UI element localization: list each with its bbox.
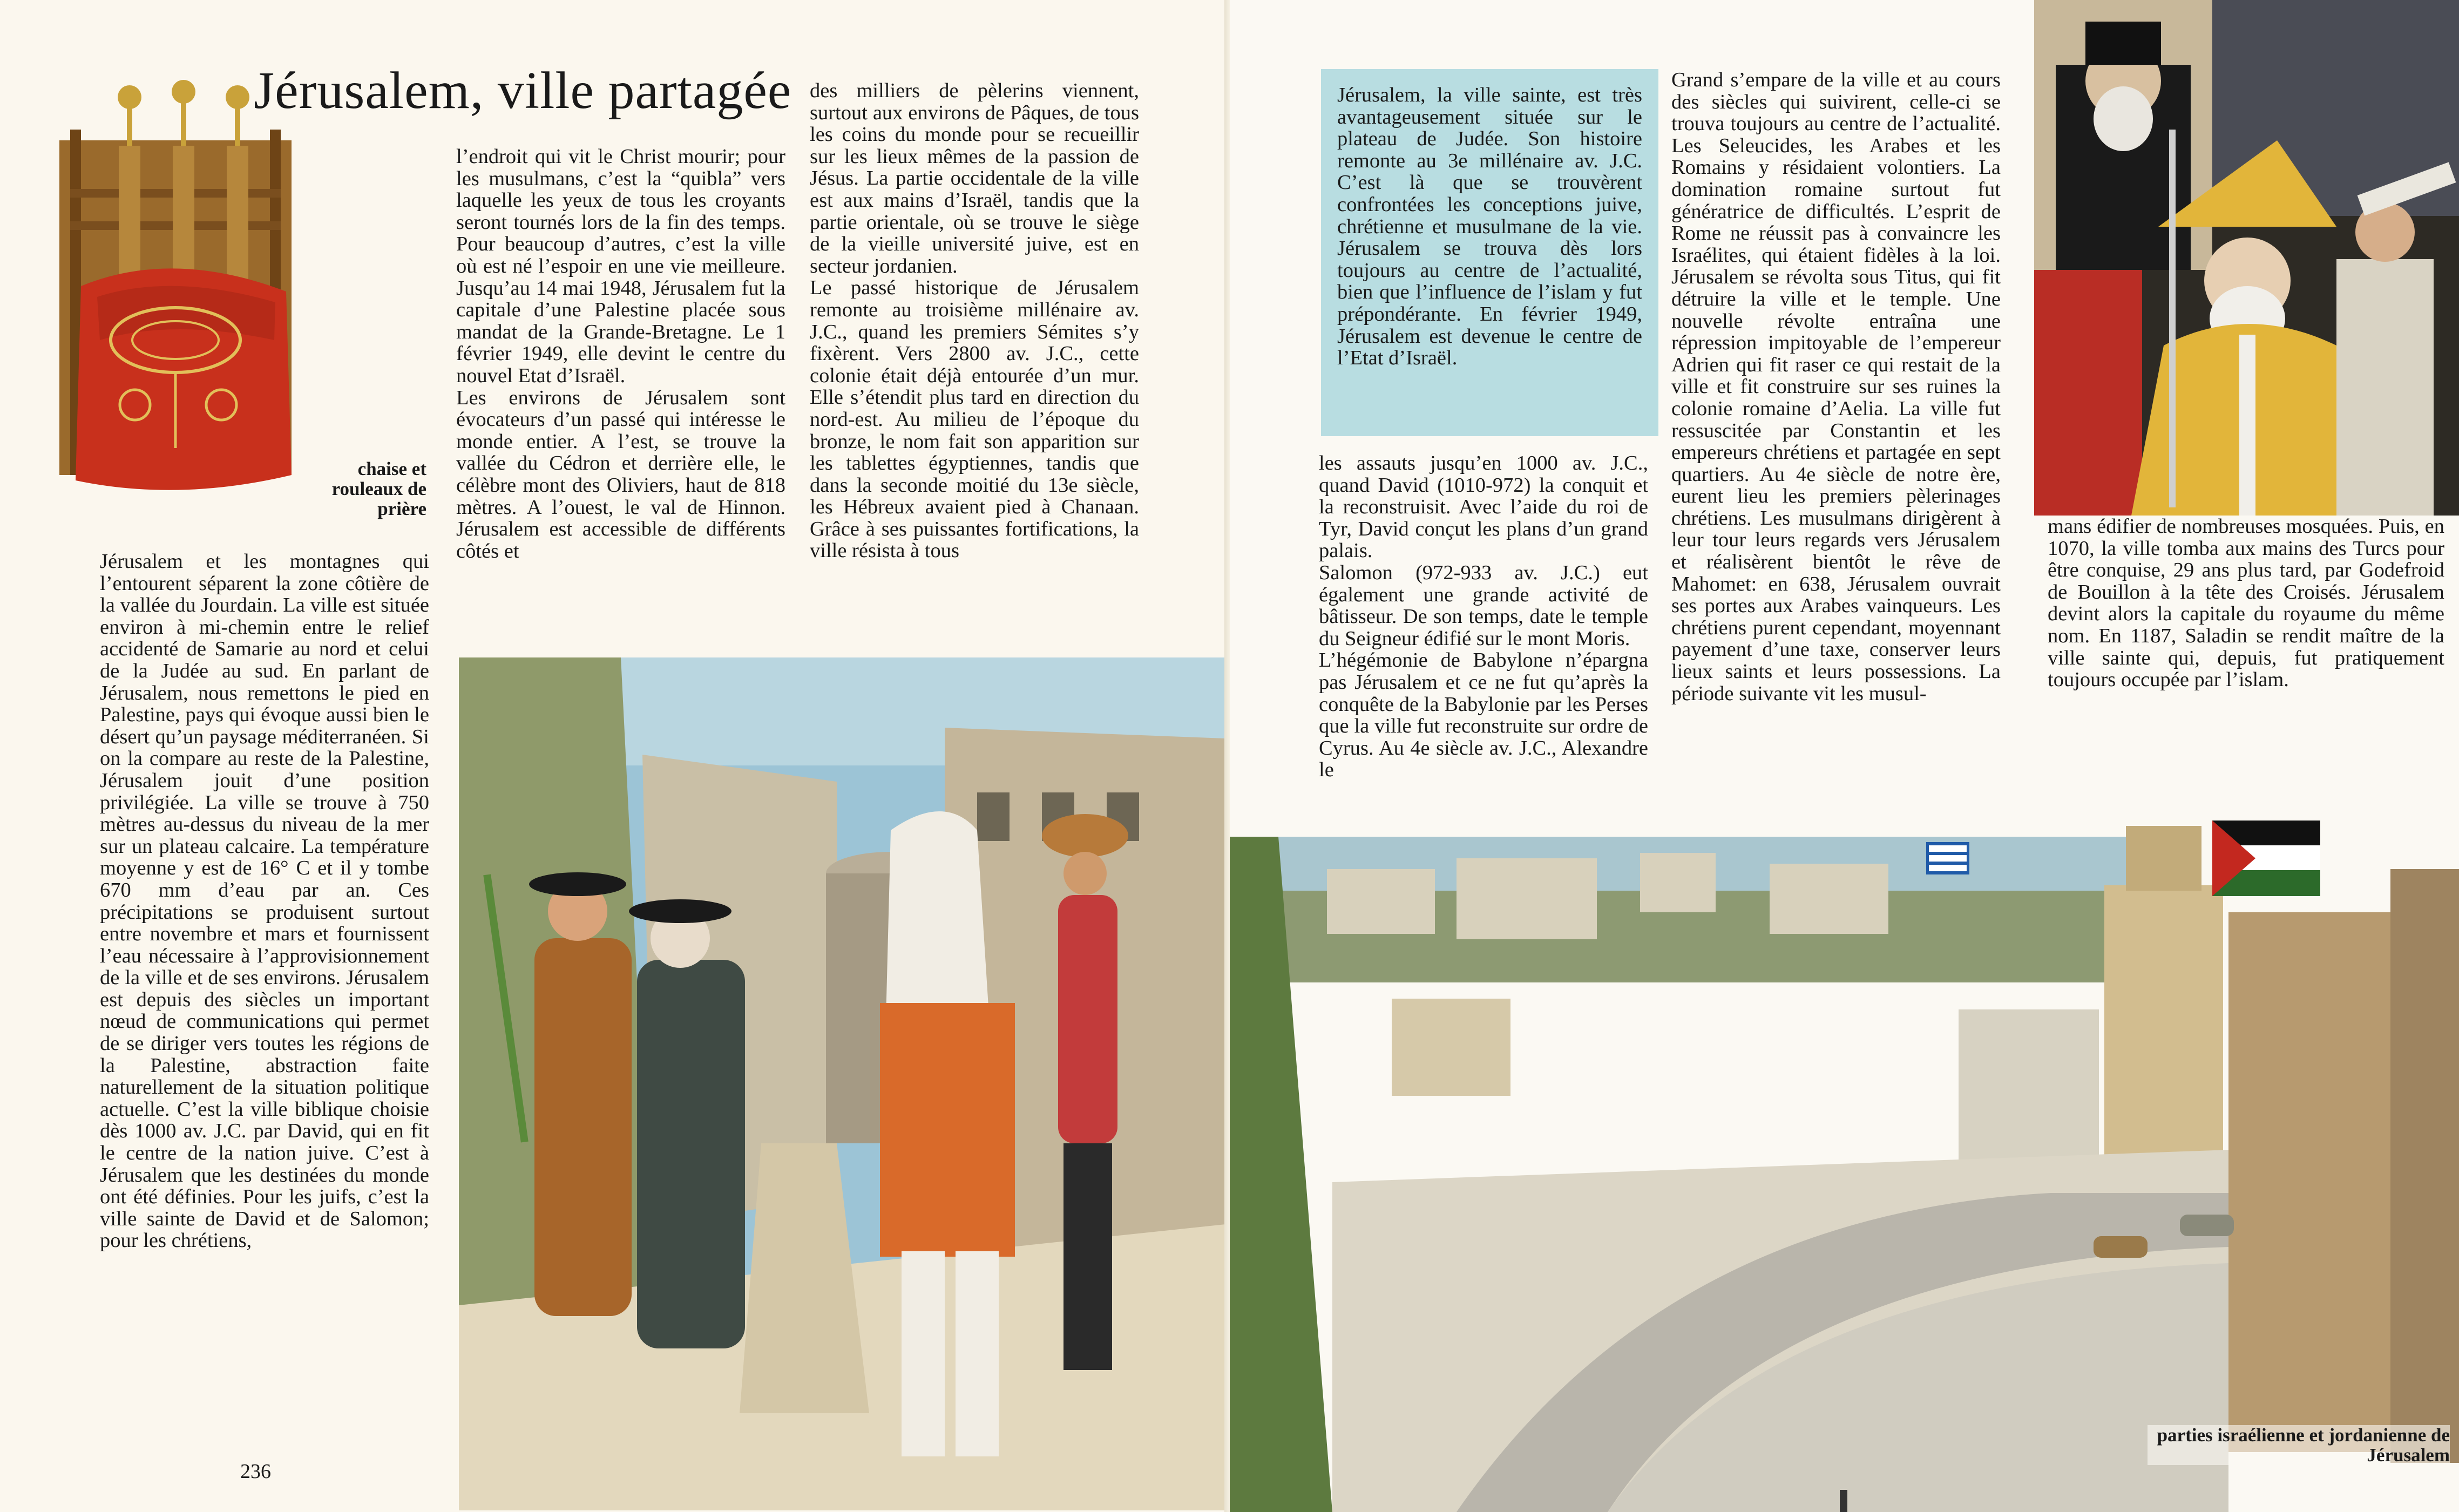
- jerusalem-city-illustration: [1230, 804, 2459, 1512]
- paragraph: Le passé historique de Jérusalem remonte au troisième millénaire av. J.C., quand les premiers Sémites s’y fixèrent. Vers 2800 av. J.C., cette colonie était déjà entourée d’un mur. Elle s’étendit plus tard en direction du nord-est. Au milieu de l’époque du bronze, le nom fait son apparition sur les tablettes égyptiennes, tandis que dans la seconde moitié du 13e siècle, les Hébreux avaient pied à Chanaan. Grâce à ses puissantes fortifications, la ville résista à tous: [810, 276, 1139, 562]
- summary-box: [1321, 69, 1658, 436]
- summary-text: Jérusalem, la ville sainte, est très avantageusement située sur le plateau de Judée. Son histoire remonte au 3e millénaire av. J.C. C’est là que se trouvèrent confrontées les conceptions juive, chrétienne et musulmane de la vie. Jérusalem se trouva dès lors toujours au centre de l’actualité, bien que l’influence de l’islam y fut prépondérante. En février 1949, Jérusalem est devenue le centre de l’Etat d’Israël.: [1337, 84, 1642, 370]
- left-page: [0, 0, 1229, 1512]
- page-number: 236: [240, 1460, 271, 1483]
- paragraph: L’hégémonie de Babylone n’épargna pas Jérusalem et ce ne fut qu’après la conquête de la Babylonie par les Perses que la ville fut reconstruite sur ordre de Cyrus. Au 4e siècle av. J.C., Alexandre le: [1319, 649, 1648, 782]
- right-column-1: [1319, 452, 1648, 781]
- paragraph: Jérusalem et les montagnes qui l’entourent séparent la zone côtière de la vallée du Jourdain. La ville est située environ à mi-chemin entre le relief accidenté de Samarie au nord et celui de la Judée au sud. En parlant de Jérusalem, nous remettons le pied en Palestine, pays qui évoque aussi bien le désert qu’un paysage méditerranéen. Si on la compare au reste de la Palestine, Jérusalem jouit d’une position privilégiée. La ville se trouve à 750 mètres au-dessus du niveau de la mer sur un plateau calcaire. La température moyenne y est de 16° C et il y tombe 670 mm d’eau par an. Ces précipitations se produisent surtout entre novembre et mars et fournissent l’eau nécessaire à l’approvisionnement de la ville et de ses environs. Jérusalem est depuis des siècles un important nœud de communications qui permet de se diriger vers toutes les régions de la Palestine, abstraction faite naturellement de la situation politique actuelle. C’est la ville biblique choisie dès 1000 av. J.C. par David, qui en fit le centre de la nation juive. C’est à Jérusalem que les destinées du monde ont été définies. Pour les juifs, c’est la ville sainte de David et de Salomon; pour les chrétiens,: [100, 550, 429, 1252]
- left-column-3: [810, 80, 1139, 562]
- paragraph: mans édifier de nombreuses mosquées. Puis, en 1070, la ville tomba aux mains des Turcs pour être conquise, 29 ans plus tard, par Godefroid de Bouillon à la tête des Croisés. Jérusalem devint alors la capitale du royaume du même nom. En 1187, Saladin se rendit maître de la ville sainte qui, depuis, fut pratiquement toujours occupée par l’islam.: [2048, 515, 2444, 691]
- clergy-procession-illustration: [2034, 0, 2459, 516]
- right-page: [1230, 0, 2459, 1512]
- right-column-3: [2048, 516, 2444, 691]
- old-city-street-illustration: [459, 657, 1225, 1510]
- paragraph: les assauts jusqu’en 1000 av. J.C., quand David (1010-972) la conquit et la reconstruisit. Avec l’aide du roi de Tyr, David conçut les plans d’un grand palais.: [1319, 452, 1648, 562]
- page-title: Jérusalem, ville partagée: [254, 62, 792, 120]
- paragraph: Grand s’empare de la ville et au cours des siècles qui suivirent, celle-ci se trouva toujours au centre de l’actualité. Les Seleucides, les Arabes et les Romains y résidaient volontiers. La domination romaine surtout fut génératrice de difficultés. L’esprit de Rome ne réussit pas à convaincre les Israélites, qui étaient fidèles à la loi. Jérusalem se révolta sous Titus, qui fit détruire la ville et le temple. Une nouvelle révolte entraîna une répression impitoyable de l’empereur Adrien qui fit raser ce qui restait de la ville et fit construire sur ses ruines la colonie romaine d’Aelia. La ville fut ressuscitée par Constantin et les empereurs chrétiens et partagée en sept quartiers. Au 4e siècle de notre ère, eurent lieu les premiers pèlerinages chrétiens. Les musulmans dirigèrent à leur tour leurs regards vers Jérusalem et réalisèrent bientôt le rêve de Mahomet: en 638, Jérusalem ouvrait ses portes aux Arabes vainqueurs. Les chrétiens purent cependant, moyennant payement d’une taxe, conserver leurs lieux saints et leurs possessions. La période suivante vit les musul-: [1671, 69, 2001, 705]
- right-column-2: [1671, 69, 2001, 704]
- paragraph: Salomon (972-933 av. J.C.) eut également une grande activité de bâtisseur. De son temps, date le temple du Seigneur édifié sur le mont Moris.: [1319, 561, 1648, 650]
- paragraph: Les environs de Jérusalem sont évocateurs d’un passé qui intéresse le monde entier. A l’est, se trouve la vallée du Cédron et derrière elle, le célèbre mont des Oliviers, haut de 818 mètres. A l’ouest, le val de Hinnon. Jérusalem est accessible de différents côtés et: [456, 386, 785, 562]
- prayer-chair-illustration: [49, 59, 302, 507]
- left-column-2: [456, 146, 785, 562]
- chair-caption: chaise et rouleaux de prière: [331, 458, 426, 519]
- paragraph: des milliers de pèlerins viennent, surtout aux environs de Pâques, de tous les coins du monde pour se recueillir sur les lieux mêmes de la passion de Jésus. La partie occidentale de la ville est aux mains d’Israël, tandis que la partie orientale, où se trouve le siège de la vieille université juive, est en secteur jordanien.: [810, 79, 1139, 277]
- city-caption: parties israélienne et jordanienne de Jérusalem: [2148, 1425, 2450, 1465]
- paragraph: l’endroit qui vit le Christ mourir; pour les musulmans, c’est la “quibla” vers laquelle les yeux de tous les croyants seront tournés lors de la fin des temps. Pour beaucoup d’autres, c’est la ville où est né l’espoir en une vie meilleure. Jusqu’au 14 mai 1948, Jérusalem fut la capitale d’une Palestine placée sous mandat de la Grande-Bretagne. Le 1 février 1949, elle devint le centre du nouvel Etat d’Israël.: [456, 145, 785, 387]
- left-column-1: [100, 551, 429, 1252]
